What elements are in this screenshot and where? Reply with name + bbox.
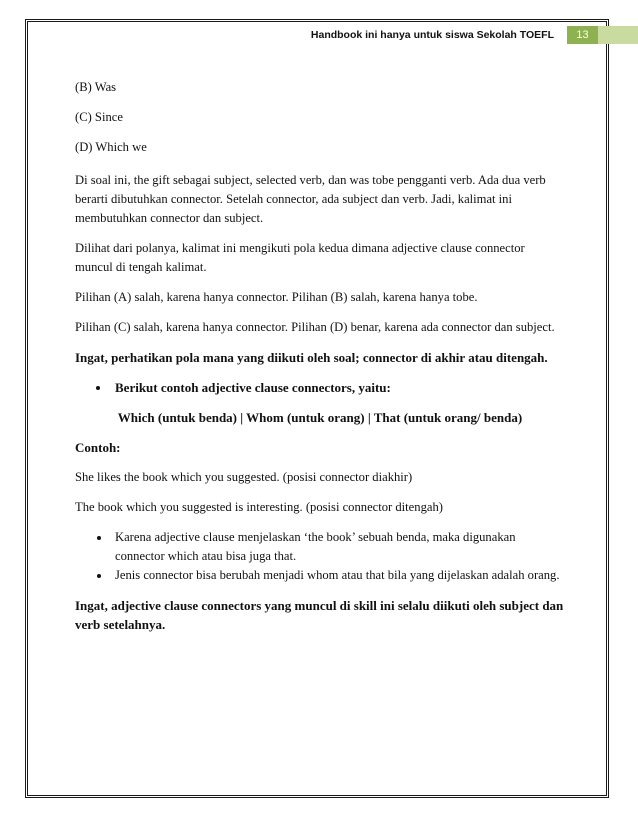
note-connectors: Ingat, adjective clause connectors yang muncul di skill ini selalu diikuti oleh subject dan verb setelahnya. — [75, 598, 564, 632]
list-item: • Jenis connector bisa berubah menjadi whom atau that bila yang dijelaskan adalah orang. — [111, 566, 565, 585]
page-number: 13 — [567, 26, 598, 44]
list-item: • Karena adjective clause menjelaskan ‘the book’ sebuah benda, maka digunakan connector which atau bisa juga that. — [111, 528, 565, 566]
header-accent-bar — [598, 26, 638, 44]
connector-heading-list — [75, 378, 565, 397]
example-middle: The book which you suggested is interesting. (posisi connector ditengah) — [75, 500, 443, 514]
paragraph-pattern: Dilihat dari polanya, kalimat ini mengikuti pola kedua dimana adjective clause connector muncul di tengah kalimat. — [75, 241, 525, 274]
note-pattern: Ingat, perhatikan pola mana yang diikuti oleh soal; connector di akhir atau ditengah. — [75, 350, 548, 365]
explanation-list — [75, 528, 565, 585]
answer-options — [75, 78, 565, 157]
paragraph-explanation: Di soal ini, the gift sebagai subject, selected verb, dan was tobe pengganti verb. Ada dua verb berarti dibutuhkan connector. Setelah connector, ada subject dan verb. Jadi, kalimat ini membutuhkan connector dan subject. — [75, 173, 546, 225]
option-b: (B) Was — [75, 80, 117, 94]
option-c: (C) Since — [75, 110, 123, 124]
paragraph-choice-cd: Pilihan (C) salah, karena hanya connector. Pilihan (D) benar, karena ada connector dan subject. — [75, 320, 555, 334]
connectors-line: Which (untuk benda) | Whom (untuk orang) | That (untuk orang/ benda) — [117, 410, 523, 425]
connector-heading: • Berikut contoh adjective clause connectors, yaitu: — [111, 378, 565, 397]
example-end: She likes the book which you suggested. (posisi connector diakhir) — [75, 470, 413, 484]
paragraph-choice-ab: Pilihan (A) salah, karena hanya connector. Pilihan (B) salah, karena hanya tobe. — [75, 290, 478, 304]
page-content — [75, 78, 565, 645]
header-title: Handbook ini hanya untuk siswa Sekolah TOEFL — [310, 29, 554, 41]
contoh-label: Contoh: — [75, 440, 121, 455]
option-d: (D) Which we — [75, 140, 147, 154]
